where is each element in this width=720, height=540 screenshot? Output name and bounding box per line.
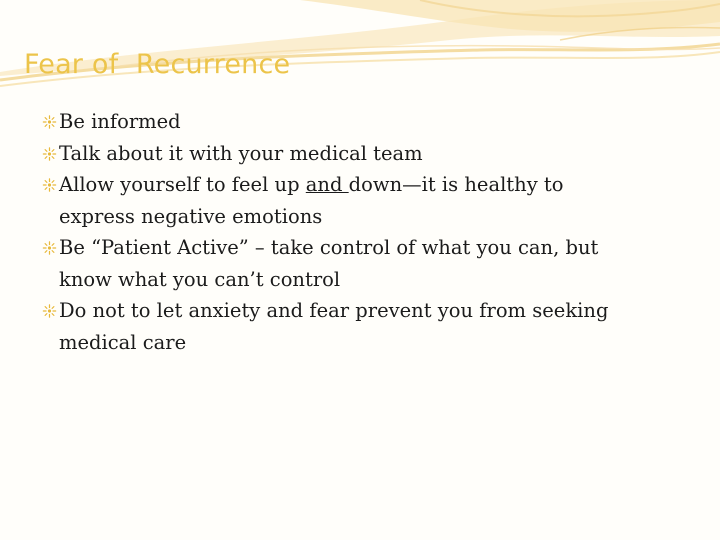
- bullet-item: [42, 232, 642, 295]
- bullet-item: [42, 138, 642, 170]
- bullet-text-part: down—it is healthy to express negative emotions: [59, 173, 564, 228]
- bullet-text-part: Allow yourself to feel up: [59, 173, 306, 196]
- bullet-text: Talk about it with your medical team: [59, 141, 423, 165]
- bullet-text: Be “Patient Active” – take control of what you can, but know what you can’t control: [59, 236, 599, 291]
- bullet-item: [42, 106, 642, 138]
- bullet-text: [59, 169, 642, 232]
- bullet-item: [42, 169, 642, 232]
- sunburst-bullet-icon: [42, 147, 57, 161]
- bullet-text: Be informed: [59, 110, 181, 133]
- underlined-word: and: [305, 173, 349, 196]
- bullet-list: [42, 106, 642, 358]
- sunburst-bullet-icon: [42, 115, 57, 129]
- sunburst-bullet-icon: [42, 241, 57, 255]
- bullet-text: Do not to let anxiety and fear prevent you from seeking medical care: [59, 299, 609, 354]
- sunburst-bullet-icon: [42, 178, 57, 192]
- bullet-item: [42, 295, 642, 358]
- slide-title: Fear of Recurrence: [24, 49, 291, 80]
- sunburst-bullet-icon: [42, 304, 57, 318]
